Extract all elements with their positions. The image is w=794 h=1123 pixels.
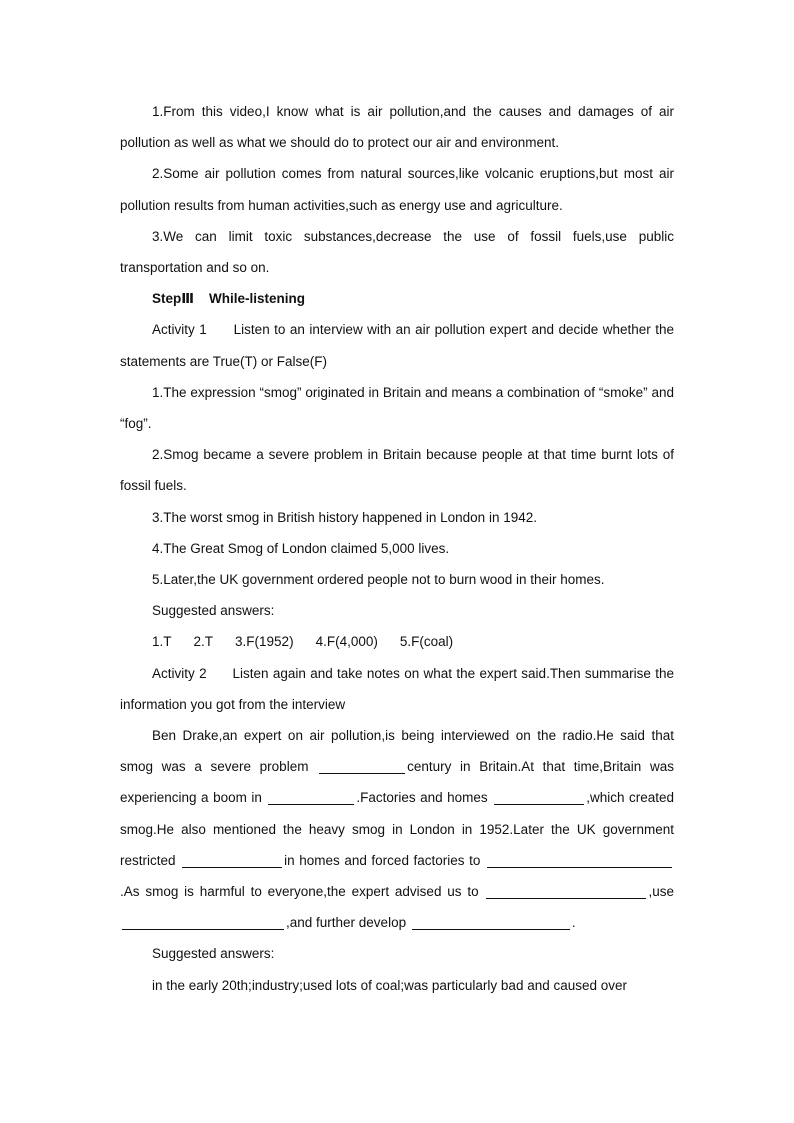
activity2-summary — [120, 720, 674, 938]
summary-text: in 1952.Later the UK government restricted — [120, 821, 674, 868]
blank-century[interactable] — [319, 759, 405, 774]
activity1-instruction-text: Listen to an interview with an air pollution expert and decide whether the statements are True(T) or False(F) — [120, 322, 674, 369]
activity2-answers-label: Suggested answers: — [152, 946, 275, 962]
activity1-label: Activity 1 — [152, 322, 207, 338]
statement-4: 4.The Great Smog of London claimed 5,000 lives. — [152, 540, 450, 556]
summary-text: ,which created smog.He also mentioned the heavy smog in London — [120, 790, 674, 837]
step-heading: StepⅢ While-listening — [152, 291, 306, 307]
summary-text: . — [571, 915, 576, 931]
blank-factories[interactable] — [494, 790, 584, 805]
activity1-answers — [120, 626, 674, 657]
answer-1: 1.T — [152, 634, 172, 650]
blank-use[interactable] — [122, 915, 284, 930]
statement-2: 2.Smog became a severe problem in Britain because people at that time burnt lots of fossil fuels. — [120, 447, 674, 494]
summary-text: .As smog is harmful to everyone,the expert advised us to — [120, 884, 479, 900]
answer-3: 3.F(1952) — [235, 634, 294, 650]
intro-answer-3: 3.We can limit toxic substances,decrease the use of fossil fuels,use public transportation and so on. — [120, 228, 674, 276]
blank-factories-to[interactable] — [487, 853, 672, 868]
blank-develop[interactable] — [412, 915, 570, 930]
intro-answer-2: 2.Some air pollution comes from natural sources,like volcanic eruptions,but most air pollution results from human activities,such as energy use and agriculture. — [120, 166, 674, 213]
answer-5: 5.F(coal) — [399, 634, 454, 650]
statement-3: 3.The worst smog in British history happened in London in 1942. — [152, 509, 537, 525]
blank-advised[interactable] — [486, 884, 646, 899]
activity1-answers-label: Suggested answers: — [152, 603, 275, 619]
activity2-label: Activity 2 — [152, 665, 207, 681]
document-page — [120, 96, 674, 1001]
summary-text: .Factories and homes — [356, 790, 488, 806]
answer-4: 4.F(4,000) — [315, 634, 378, 650]
summary-text: ,use — [648, 884, 674, 900]
activity2-answers: in the early 20th;industry;used lots of coal;was particularly bad and caused over — [152, 977, 628, 993]
blank-boom[interactable] — [268, 790, 354, 805]
summary-text: ,and further develop — [286, 915, 407, 931]
activity2-instruction-text: Listen again and take notes on what the expert said.Then summarise the information you got from the interview — [120, 665, 674, 712]
statement-1: 1.The expression “smog” originated in Britain and means a combination of “smoke” and “fog”. — [120, 384, 674, 432]
summary-text: century in Britain.At that time,Britain was experiencing a boom in — [120, 759, 674, 806]
summary-text: Ben Drake,an expert on air pollution,is being interviewed on the radio.He said that smog was a severe problem — [120, 728, 674, 775]
answer-2: 2.T — [193, 634, 214, 650]
blank-restricted[interactable] — [182, 853, 282, 868]
activity1-instruction — [120, 314, 674, 376]
activity2-instruction — [120, 658, 674, 720]
intro-answer-1: 1.From this video,I know what is air pollution,and the causes and damages of air pollution as well as what we should do to protect our air and environment. — [120, 104, 674, 151]
statement-5: 5.Later,the UK government ordered people not to burn wood in their homes. — [152, 572, 605, 588]
summary-text: in homes and forced factories to — [284, 852, 481, 868]
